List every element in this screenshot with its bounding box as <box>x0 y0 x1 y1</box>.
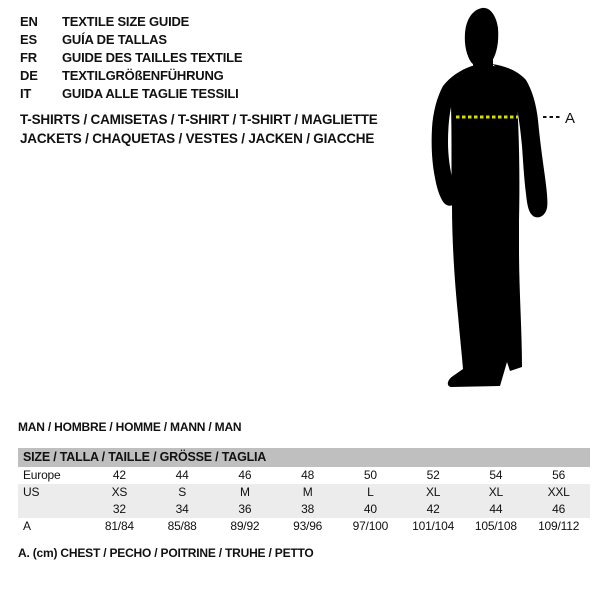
table-row-chest-a <box>18 518 590 535</box>
size-cell: 44 <box>489 502 503 516</box>
language-label: TEXTILE SIZE GUIDE <box>62 14 190 29</box>
size-cell: M <box>302 485 313 499</box>
size-cell: 56 <box>552 468 566 482</box>
row-label: Europe <box>23 468 61 482</box>
size-cell: 36 <box>238 502 252 516</box>
size-cell: 44 <box>175 468 189 482</box>
size-cell: 40 <box>363 502 377 516</box>
size-cell: 105/108 <box>474 519 517 533</box>
language-list <box>20 13 242 103</box>
language-label: GUIDA ALLE TAGLIE TESSILI <box>62 86 239 101</box>
language-label: GUÍA DE TALLAS <box>62 32 167 47</box>
language-code: FR <box>20 50 37 65</box>
size-cell: 89/92 <box>230 519 260 533</box>
size-table <box>18 448 590 535</box>
measure-letter: A <box>565 110 575 127</box>
size-cell: 109/112 <box>538 519 580 533</box>
size-cell: 42 <box>112 468 126 482</box>
language-label: GUIDE DES TAILLES TEXTILE <box>62 50 243 65</box>
language-row-es <box>20 31 242 49</box>
size-cell: M <box>239 485 250 499</box>
size-cell: 46 <box>238 468 252 482</box>
size-cell: 54 <box>489 468 503 482</box>
size-cell: 101/104 <box>412 519 455 533</box>
language-row-en <box>20 13 242 31</box>
size-cell: 38 <box>301 502 315 516</box>
section-title-man: MAN / HOMBRE / HOMME / MANN / MAN <box>18 420 242 434</box>
size-cell: 93/96 <box>293 519 323 533</box>
size-cell: 32 <box>112 502 126 516</box>
table-row-europe <box>18 467 590 484</box>
language-label: TEXTILGRÖßENFÜHRUNG <box>62 68 224 83</box>
size-cell: 46 <box>552 502 566 516</box>
size-cell: XXL <box>547 485 570 499</box>
size-cell: XS <box>111 485 128 499</box>
language-code: DE <box>20 68 38 83</box>
size-cell: L <box>367 485 374 499</box>
size-cell: S <box>178 485 187 499</box>
size-cell: 42 <box>426 502 440 516</box>
table-row-us <box>18 484 590 501</box>
size-cell: 85/88 <box>167 519 197 533</box>
language-code: ES <box>20 32 37 47</box>
size-table-header: SIZE / TALLA / TAILLE / GRÖSSE / TAGLIA <box>18 448 590 467</box>
size-cell: 52 <box>426 468 440 482</box>
size-cell: 50 <box>363 468 377 482</box>
size-cell: 34 <box>175 502 189 516</box>
language-row-it <box>20 85 242 103</box>
size-cell: 97/100 <box>352 519 389 533</box>
size-cell: 48 <box>301 468 315 482</box>
silhouette-torso-legs <box>445 65 526 388</box>
language-row-fr <box>20 49 242 67</box>
size-cell: XL <box>488 485 504 499</box>
garment-categories <box>20 110 378 148</box>
man-silhouette <box>410 0 600 400</box>
man-figure <box>410 0 600 400</box>
language-code: IT <box>20 86 32 101</box>
table-row-numeric <box>18 501 590 518</box>
category-jackets: JACKETS / CHAQUETAS / VESTES / JACKEN / GIACCHE <box>20 131 375 146</box>
row-label: US <box>23 485 40 499</box>
category-tshirts: T-SHIRTS / CAMISETAS / T-SHIRT / T-SHIRT / MAGLIETTE <box>20 112 378 127</box>
language-row-de <box>20 67 242 85</box>
measurement-footnote: A. (cm) CHEST / PECHO / POITRINE / TRUHE / PETTO <box>18 546 314 560</box>
language-code: EN <box>20 14 38 29</box>
size-cell: XL <box>425 485 441 499</box>
row-label <box>18 501 88 518</box>
row-label: A <box>23 519 31 533</box>
size-cell: 81/84 <box>104 519 134 533</box>
